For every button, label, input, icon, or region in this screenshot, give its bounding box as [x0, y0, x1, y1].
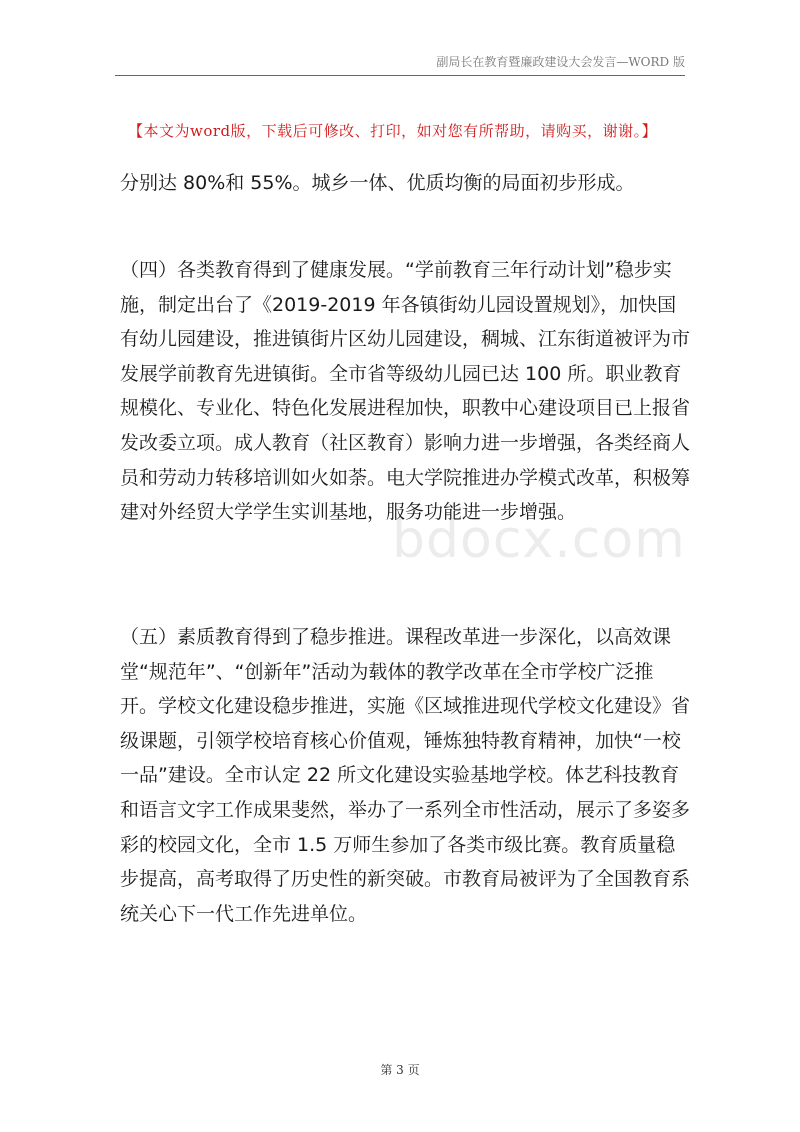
document-header-title: 副局长在教育暨廉政建设大会发言—WORD 版 — [436, 55, 685, 69]
paragraph-3: （五）素质教育得到了稳步推进。课程改革进一步深化，以高效课堂“规范年”、“创新年”活动为载体的教学改革在全市学校广泛推开。学校文化建设稳步推进，实施《区域推进现代学校文化建设》省级课题，引领学校培育核心价值观，锤炼独特教育精神，加快“一校一品”建设。全市认定 22 所文化建设实验基地学校。体艺科技教育和语言文字工作成果斐然，举办了一系列全市性活动，展示了多姿多彩的校园文化，全市 1.5 万师生参加了各类市级比赛。教育质量稳步提高，高考取得了历史性的新突破。市教育局被评为了全国教育系统关心下一代工作先进单位。 — [120, 626, 691, 925]
header-divider — [115, 75, 685, 76]
watermark: bdocx.com — [392, 510, 686, 570]
paragraph-1: 分别达 80%和 55%。城乡一体、优质均衡的局面初步形成。 — [120, 172, 635, 194]
page-number: 第 3 页 — [380, 1063, 420, 1077]
paragraph-2: （四）各类教育得到了健康发展。“学前教育三年行动计划”稳步实施，制定出台了《2019-2019 年各镇街幼儿园设置规划》，加快国有幼儿园建设，推进镇街片区幼儿园建设，稠城、江东街道被评为市发展学前教育先进镇街。全市省等级幼儿园已达 100 所。职业教育规模化、专业化、特色化发展进程加快，职教中心建设项目已上报省发改委立项。成人教育（社区教育）影响力进一步增强，各类经商人员和劳动力转移培训如火如荼。电大学院推进办学模式改革，积极筹建对外经贸大学学生实训基地，服务功能进一步增强。 — [120, 259, 691, 524]
download-notice: 【本文为word版，下载后可修改、打印，如对您有所帮助，请购买，谢谢。】 — [128, 122, 658, 140]
